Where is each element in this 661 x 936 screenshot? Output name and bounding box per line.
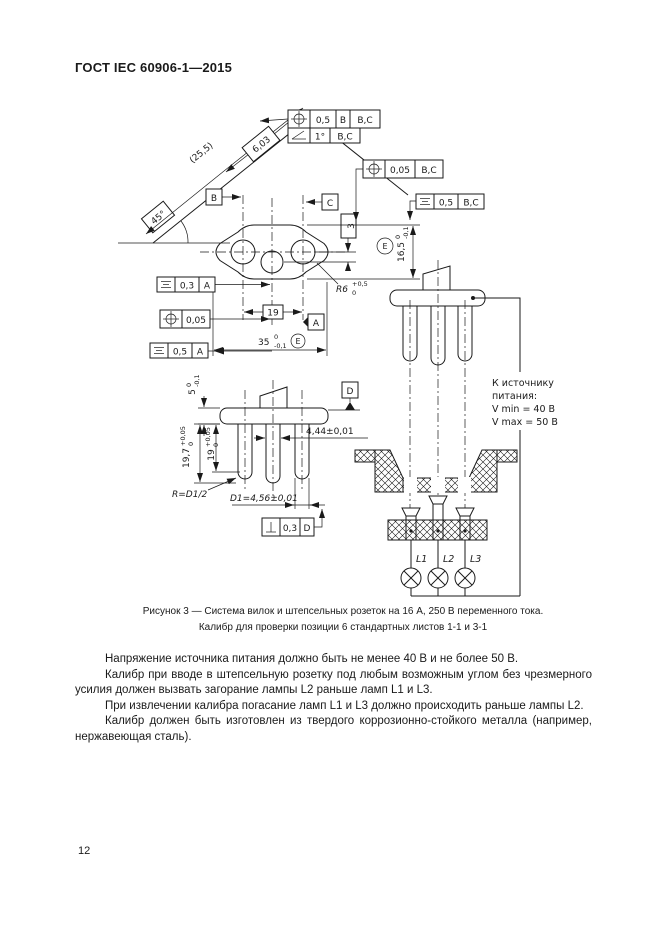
svg-text:E: E — [382, 242, 388, 251]
socket-cross-section — [355, 450, 517, 493]
svg-text:0,5: 0,5 — [315, 116, 331, 126]
svg-text:B,C: B,C — [463, 198, 479, 209]
lamp-symbol — [455, 568, 475, 588]
svg-text:R=D1/2: R=D1/2 — [172, 490, 208, 500]
svg-text:D: D — [346, 387, 354, 397]
paragraph: Калибр должен быть изготовлен из твердого коррозионно-стойкого металла (например, нержавеющая сталь). — [75, 715, 592, 743]
dim-19 — [244, 305, 302, 319]
svg-text:-0,1: -0,1 — [274, 342, 287, 350]
gauge-handle-fin — [260, 387, 287, 408]
gauge-in-socket-schematic — [355, 260, 558, 596]
svg-text:0,05: 0,05 — [185, 316, 207, 326]
svg-text:0,05: 0,05 — [389, 166, 411, 176]
angle-arc — [181, 221, 188, 243]
indicator-lamps — [401, 540, 520, 596]
svg-text:19: 19 — [207, 449, 217, 461]
svg-text:0: 0 — [212, 442, 220, 447]
page-number: 12 — [78, 845, 91, 857]
dim-19b — [204, 425, 240, 472]
svg-text:1°: 1° — [314, 132, 326, 143]
paragraph: Напряжение источника питания должно быть не менее 40 В и не более 50 В. — [105, 653, 519, 665]
datum-d-flag — [328, 382, 360, 410]
gauge-plate — [220, 408, 328, 424]
svg-text:A: A — [203, 281, 211, 292]
figure-caption — [60, 604, 626, 636]
fcf-position-0-5 — [260, 110, 380, 128]
lamp-l1-label: L1 — [416, 554, 428, 565]
lamp-l2-label: L2 — [443, 554, 455, 565]
svg-text:16,5: 16,5 — [397, 241, 407, 263]
svg-text:B: B — [339, 116, 347, 126]
dim-5 — [185, 374, 220, 436]
left-contact-flare — [402, 508, 420, 516]
svg-text:B,C: B,C — [337, 132, 353, 143]
contact-hole — [431, 477, 445, 493]
svg-text:19,7: 19,7 — [182, 447, 192, 469]
svg-text:0,5: 0,5 — [438, 198, 454, 209]
datum-a-flag — [303, 314, 324, 330]
svg-text:B: B — [210, 194, 218, 204]
contact-point — [436, 529, 439, 532]
svg-text:5: 5 — [188, 389, 198, 395]
svg-text:A: A — [196, 347, 204, 358]
svg-text:+0,5: +0,5 — [352, 280, 368, 288]
svg-text:(25,5): (25,5) — [188, 141, 216, 166]
svg-text:D: D — [303, 524, 311, 534]
svg-text:3: 3 — [347, 223, 357, 229]
dim-4-44 — [254, 427, 368, 438]
svg-text:4,44±0,01: 4,44±0,01 — [306, 427, 354, 437]
svg-text:0,5: 0,5 — [172, 347, 188, 358]
svg-text:V max = 50 В: V max = 50 В — [492, 417, 558, 428]
svg-text:-0,1: -0,1 — [402, 226, 410, 239]
svg-text:R6: R6 — [336, 285, 348, 295]
svg-text:19: 19 — [267, 308, 279, 319]
dim-r-d1-2 — [172, 478, 236, 500]
dim-45deg — [141, 201, 174, 233]
dim-r6 — [317, 263, 368, 297]
svg-text:0: 0 — [187, 441, 195, 446]
svg-text:35: 35 — [258, 338, 270, 348]
right-contact-flare — [456, 508, 474, 516]
fcf-angularity-1deg — [288, 128, 360, 143]
svg-text:питания:: питания: — [492, 391, 538, 402]
svg-text:E: E — [295, 337, 301, 346]
body-text — [75, 652, 592, 745]
power-lead-wire — [473, 298, 520, 372]
dim-3 — [284, 214, 357, 270]
svg-text:0: 0 — [185, 382, 193, 387]
svg-text:К источнику: К источнику — [492, 378, 554, 389]
svg-text:0: 0 — [352, 289, 357, 297]
fcf-perpendicularity-0-3-d — [262, 509, 322, 536]
figure-caption-line1: Рисунок 3 — Система вилок и штепсельных розеток на 16 А, 250 В переменного тока. — [142, 606, 544, 617]
center-contact-flare — [429, 496, 447, 504]
svg-text:0: 0 — [394, 234, 402, 239]
dim-d1 — [230, 478, 325, 509]
fcf-position-0-05-bc — [356, 160, 443, 221]
datum-b-flag — [206, 189, 241, 205]
paragraph: При извлечении калибра погасание ламп L1 и L3 должно происходить раньше лампы L2. — [105, 699, 584, 712]
gauge-handle-fin — [423, 266, 450, 290]
figure-caption-line2: Калибр для проверки позиции 6 стандартных листов 1-1 и 3-1 — [198, 622, 488, 633]
svg-text:-0,1: -0,1 — [193, 374, 201, 387]
lamp-l3-label: L3 — [470, 554, 482, 565]
fcf-position-0-05 — [160, 310, 270, 328]
svg-text:D1=4,56±0,01: D1=4,56±0,01 — [230, 494, 298, 504]
svg-text:A: A — [312, 319, 320, 329]
gauge-side-view — [172, 374, 368, 536]
svg-text:B,C: B,C — [357, 116, 373, 126]
socket-wall-right — [469, 450, 497, 492]
fcf-symmetry-0-5-bc — [410, 194, 484, 220]
svg-text:+0,05: +0,05 — [179, 426, 187, 446]
svg-text:V min = 40 В: V min = 40 В — [492, 404, 556, 415]
contact-hole — [458, 477, 471, 493]
contact-point — [463, 529, 466, 532]
svg-text:C: C — [326, 199, 334, 209]
socket-flange-left — [355, 450, 375, 462]
socket-wall-left — [375, 450, 403, 492]
lamp-symbol — [401, 568, 421, 588]
svg-text:6,03: 6,03 — [251, 134, 273, 156]
gauge-plate — [390, 290, 485, 306]
svg-text:45°: 45° — [149, 209, 169, 228]
dim-25-5 — [188, 141, 215, 166]
contact-assembly — [388, 496, 487, 540]
svg-text:0: 0 — [274, 333, 279, 341]
contact-point — [409, 529, 412, 532]
svg-text:0,3: 0,3 — [282, 524, 298, 534]
fcf-symmetry-0-5-a — [150, 343, 272, 358]
datum-c-flag — [306, 194, 338, 210]
standard-code-header: ГОСТ IEC 60906-1—2015 — [75, 60, 233, 75]
socket-flange-right — [497, 450, 517, 462]
power-source-note — [492, 378, 558, 428]
svg-text:+0,05: +0,05 — [204, 427, 212, 447]
svg-text:0,3: 0,3 — [179, 281, 195, 292]
leader-arrowhead — [214, 348, 224, 355]
lamp-symbol — [428, 568, 448, 588]
contact-hole — [404, 477, 417, 493]
svg-text:B,C: B,C — [421, 166, 437, 176]
plate-edge-upper-left — [153, 117, 310, 243]
paragraph: Калибр при вводе в штепсельную розетку под любым возможным углом без чрезмерного усилия должен вызвать загорание лампы L2 раньше ламп L1 и L3. — [75, 668, 592, 696]
